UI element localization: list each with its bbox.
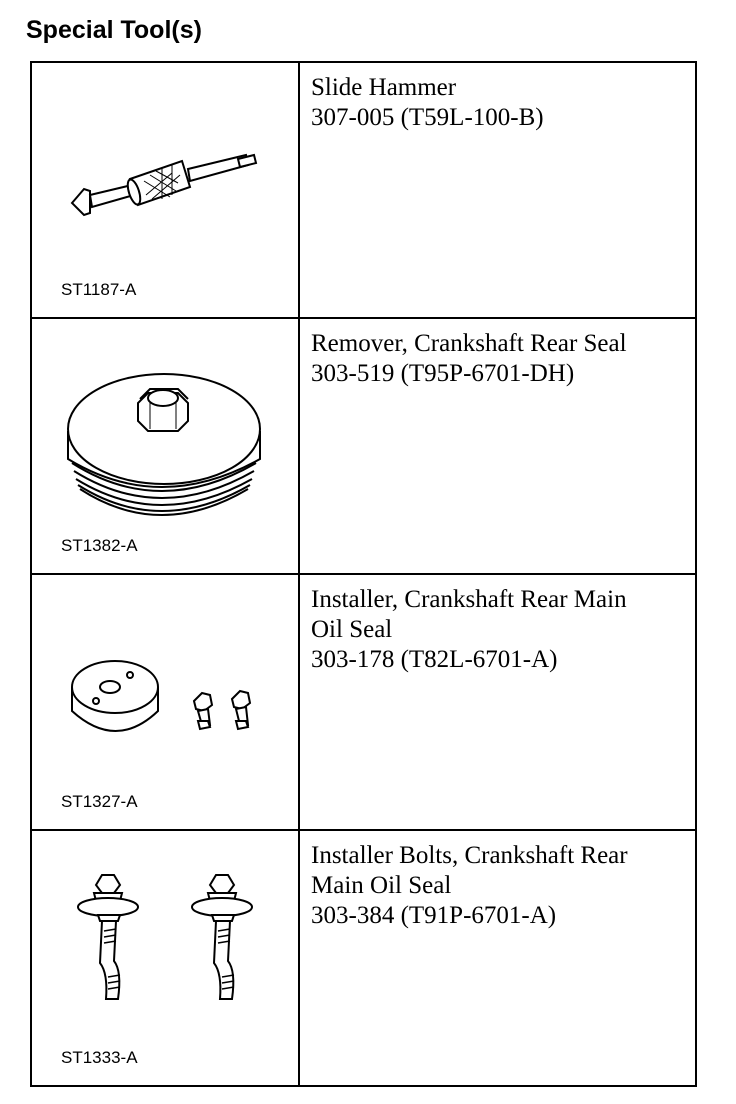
installer-bolts-icon — [32, 831, 298, 1085]
special-tools-table — [30, 61, 697, 1087]
tool-illustration-cell — [31, 318, 299, 574]
tool-name-line1: Installer Bolts, Crankshaft Rear — [311, 842, 628, 869]
seal-installer-icon — [32, 575, 298, 829]
table-row — [31, 830, 696, 1086]
tool-illustration-cell — [31, 574, 299, 830]
tool-illustration-cell — [31, 62, 299, 318]
slide-hammer-icon — [32, 63, 298, 317]
tool-name: Remover, Crankshaft Rear Seal — [311, 330, 627, 357]
tool-part-numbers: 303-178 (T82L-6701-A) — [311, 646, 558, 673]
tool-part-numbers: 307-005 (T59L-100-B) — [311, 104, 544, 131]
tool-part-numbers: 303-519 (T95P-6701-DH) — [311, 360, 575, 387]
illustration-code: ST1187-A — [61, 280, 137, 299]
seal-remover-icon — [32, 319, 298, 573]
table-row — [31, 318, 696, 574]
illustration-code: ST1327-A — [61, 792, 138, 811]
tool-name-line1: Installer, Crankshaft Rear Main — [311, 586, 627, 613]
tool-illustration-cell — [31, 830, 299, 1086]
tool-description-cell — [299, 830, 696, 1086]
tool-description-cell — [299, 574, 696, 830]
page-title: Special Tool(s) — [26, 16, 202, 44]
tool-description-cell — [299, 318, 696, 574]
illustration-code: ST1382-A — [61, 536, 138, 555]
tool-name: Slide Hammer — [311, 74, 457, 101]
tool-name-line2: Oil Seal — [311, 616, 393, 643]
table-row — [31, 574, 696, 830]
tool-name-line2: Main Oil Seal — [311, 872, 452, 899]
table-row — [31, 62, 696, 318]
tool-description-cell — [299, 62, 696, 318]
illustration-code: ST1333-A — [61, 1048, 138, 1067]
tool-part-numbers: 303-384 (T91P-6701-A) — [311, 902, 557, 929]
